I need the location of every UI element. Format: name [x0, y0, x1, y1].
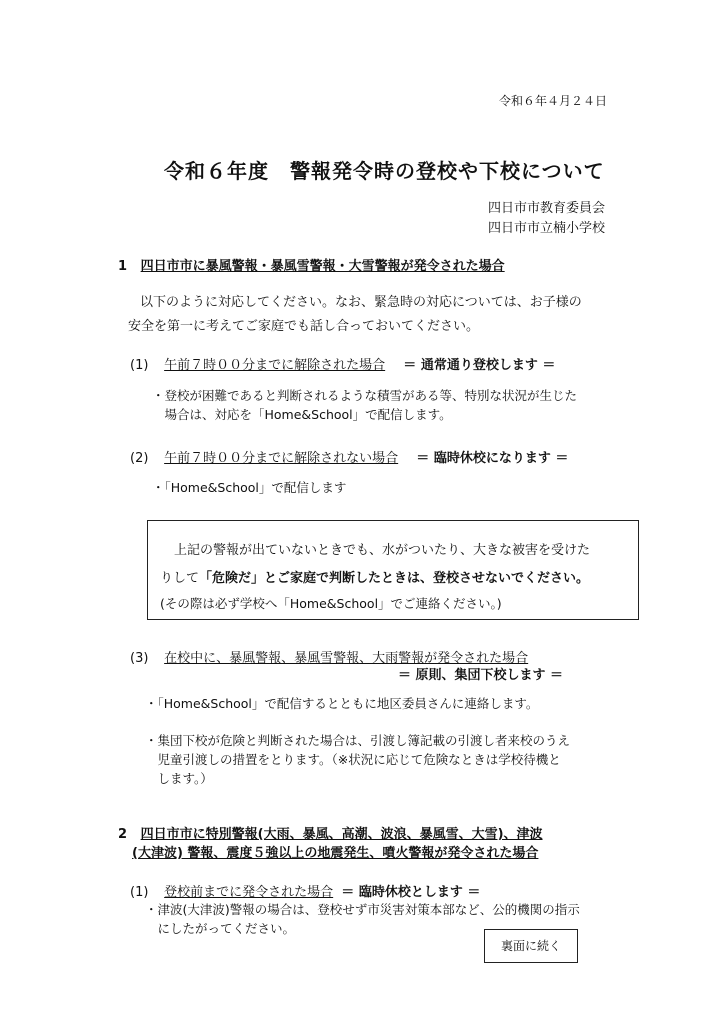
- sub1-row: [130, 354, 555, 373]
- warning-box-line-2: [160, 567, 589, 586]
- warning-box-line-1: 上記の警報が出ていないときでも、水がついたり、大きな被害を受けた: [174, 543, 591, 558]
- section2-sub1-condition: 登校前までに発令された場合: [164, 885, 334, 900]
- sub3-number: (3): [130, 651, 149, 666]
- section2-heading-line-1: [118, 823, 543, 842]
- warning-box: [147, 520, 639, 620]
- sub2-row: [130, 447, 568, 466]
- section2-heading-text-1: 四日市市に特別警報(大雨、暴風、高潮、波浪、暴風雪、大雪)、津波: [140, 827, 543, 842]
- intro-line-1: 以下のように対応してください。なお、緊急時の対応については、お子様の: [140, 295, 582, 310]
- section2-heading-line-2: [132, 842, 538, 861]
- section2-number: 2: [118, 827, 128, 842]
- sub3-bullet-2-line-1: ・集団下校が危険と判断された場合は、引渡し簿記載の引渡し者来校のうえ: [145, 733, 571, 748]
- section1-heading-text: 四日市市に暴風警報・暴風雪警報・大雪警報が発令された場合: [140, 259, 505, 274]
- sub3-condition: 在校中に、暴風警報、暴風雪警報、大雨警報が発令された場合: [164, 651, 529, 666]
- sub2-condition: 午前７時００分までに解除されない場合: [164, 451, 399, 466]
- section2-sub1-bullet-line-1: ・津波(大津波)警報の場合は、登校せず市災害対策本部など、公的機関の指示: [145, 902, 580, 917]
- sub3-bullet-2-line-2: 児童引渡しの措置をとります。（※状況に応じて危険なときは学校待機と: [145, 752, 561, 767]
- section2-sub1-row: [130, 881, 480, 900]
- sub2-bullet: ・「Home&School」で配信します: [152, 480, 347, 495]
- sub1-bullet-line-1: ・登校が困難であると判断されるような積雪がある等、特別な状況が生じた: [152, 388, 578, 403]
- organization-board: 四日市市教育委員会: [487, 201, 605, 216]
- section2-sub1-bullet-line-2: にしたがってください。: [145, 921, 296, 936]
- document-date: 令和６年４月２４日: [498, 94, 607, 108]
- intro-line-2: 安全を第一に考えてご家庭でも話し合っておいてください。: [128, 319, 480, 334]
- sub1-number: (1): [130, 358, 149, 373]
- section2-sub1-number: (1): [130, 885, 149, 900]
- sub3-bullet-1: ・「Home&School」で配信するとともに地区委員さんに連絡します。: [145, 696, 539, 711]
- section1-number: 1: [118, 259, 128, 274]
- sub1-condition: 午前７時００分までに解除された場合: [164, 358, 386, 373]
- section2-heading-text-2: (大津波) 警報、震度５強以上の地震発生、噴火警報が発令された場合: [132, 846, 539, 861]
- warning-box-line-2-bold: 「危険だ」とご家庭で判断したときは、登校させないでください。: [199, 571, 590, 586]
- sub2-number: (2): [130, 451, 149, 466]
- sub2-result: ＝ 臨時休校になります ＝: [416, 451, 569, 466]
- sub3-bullet-2-line-3: します。）: [145, 771, 213, 786]
- continued-on-back-note: 裏面に続く: [484, 929, 578, 963]
- warning-box-line-3: (その際は必ず学校へ「Home&School」でご連絡ください。): [160, 596, 502, 611]
- sub1-result: ＝ 通常通り登校します ＝: [403, 358, 556, 373]
- warning-box-line-2-pre: りして: [160, 571, 200, 586]
- sub1-bullet-line-2: 場合は、対応を「Home&School」で配信します。: [152, 407, 452, 422]
- document-title: 令和６年度 警報発令時の登校や下校について: [164, 159, 605, 183]
- section2-sub1-result: ＝ 臨時休校とします ＝: [341, 885, 481, 900]
- sub3-result: ＝ 原則、集団下校します ＝: [398, 668, 564, 683]
- section1-heading: [118, 255, 505, 274]
- organization-school: 四日市市立楠小学校: [487, 221, 605, 236]
